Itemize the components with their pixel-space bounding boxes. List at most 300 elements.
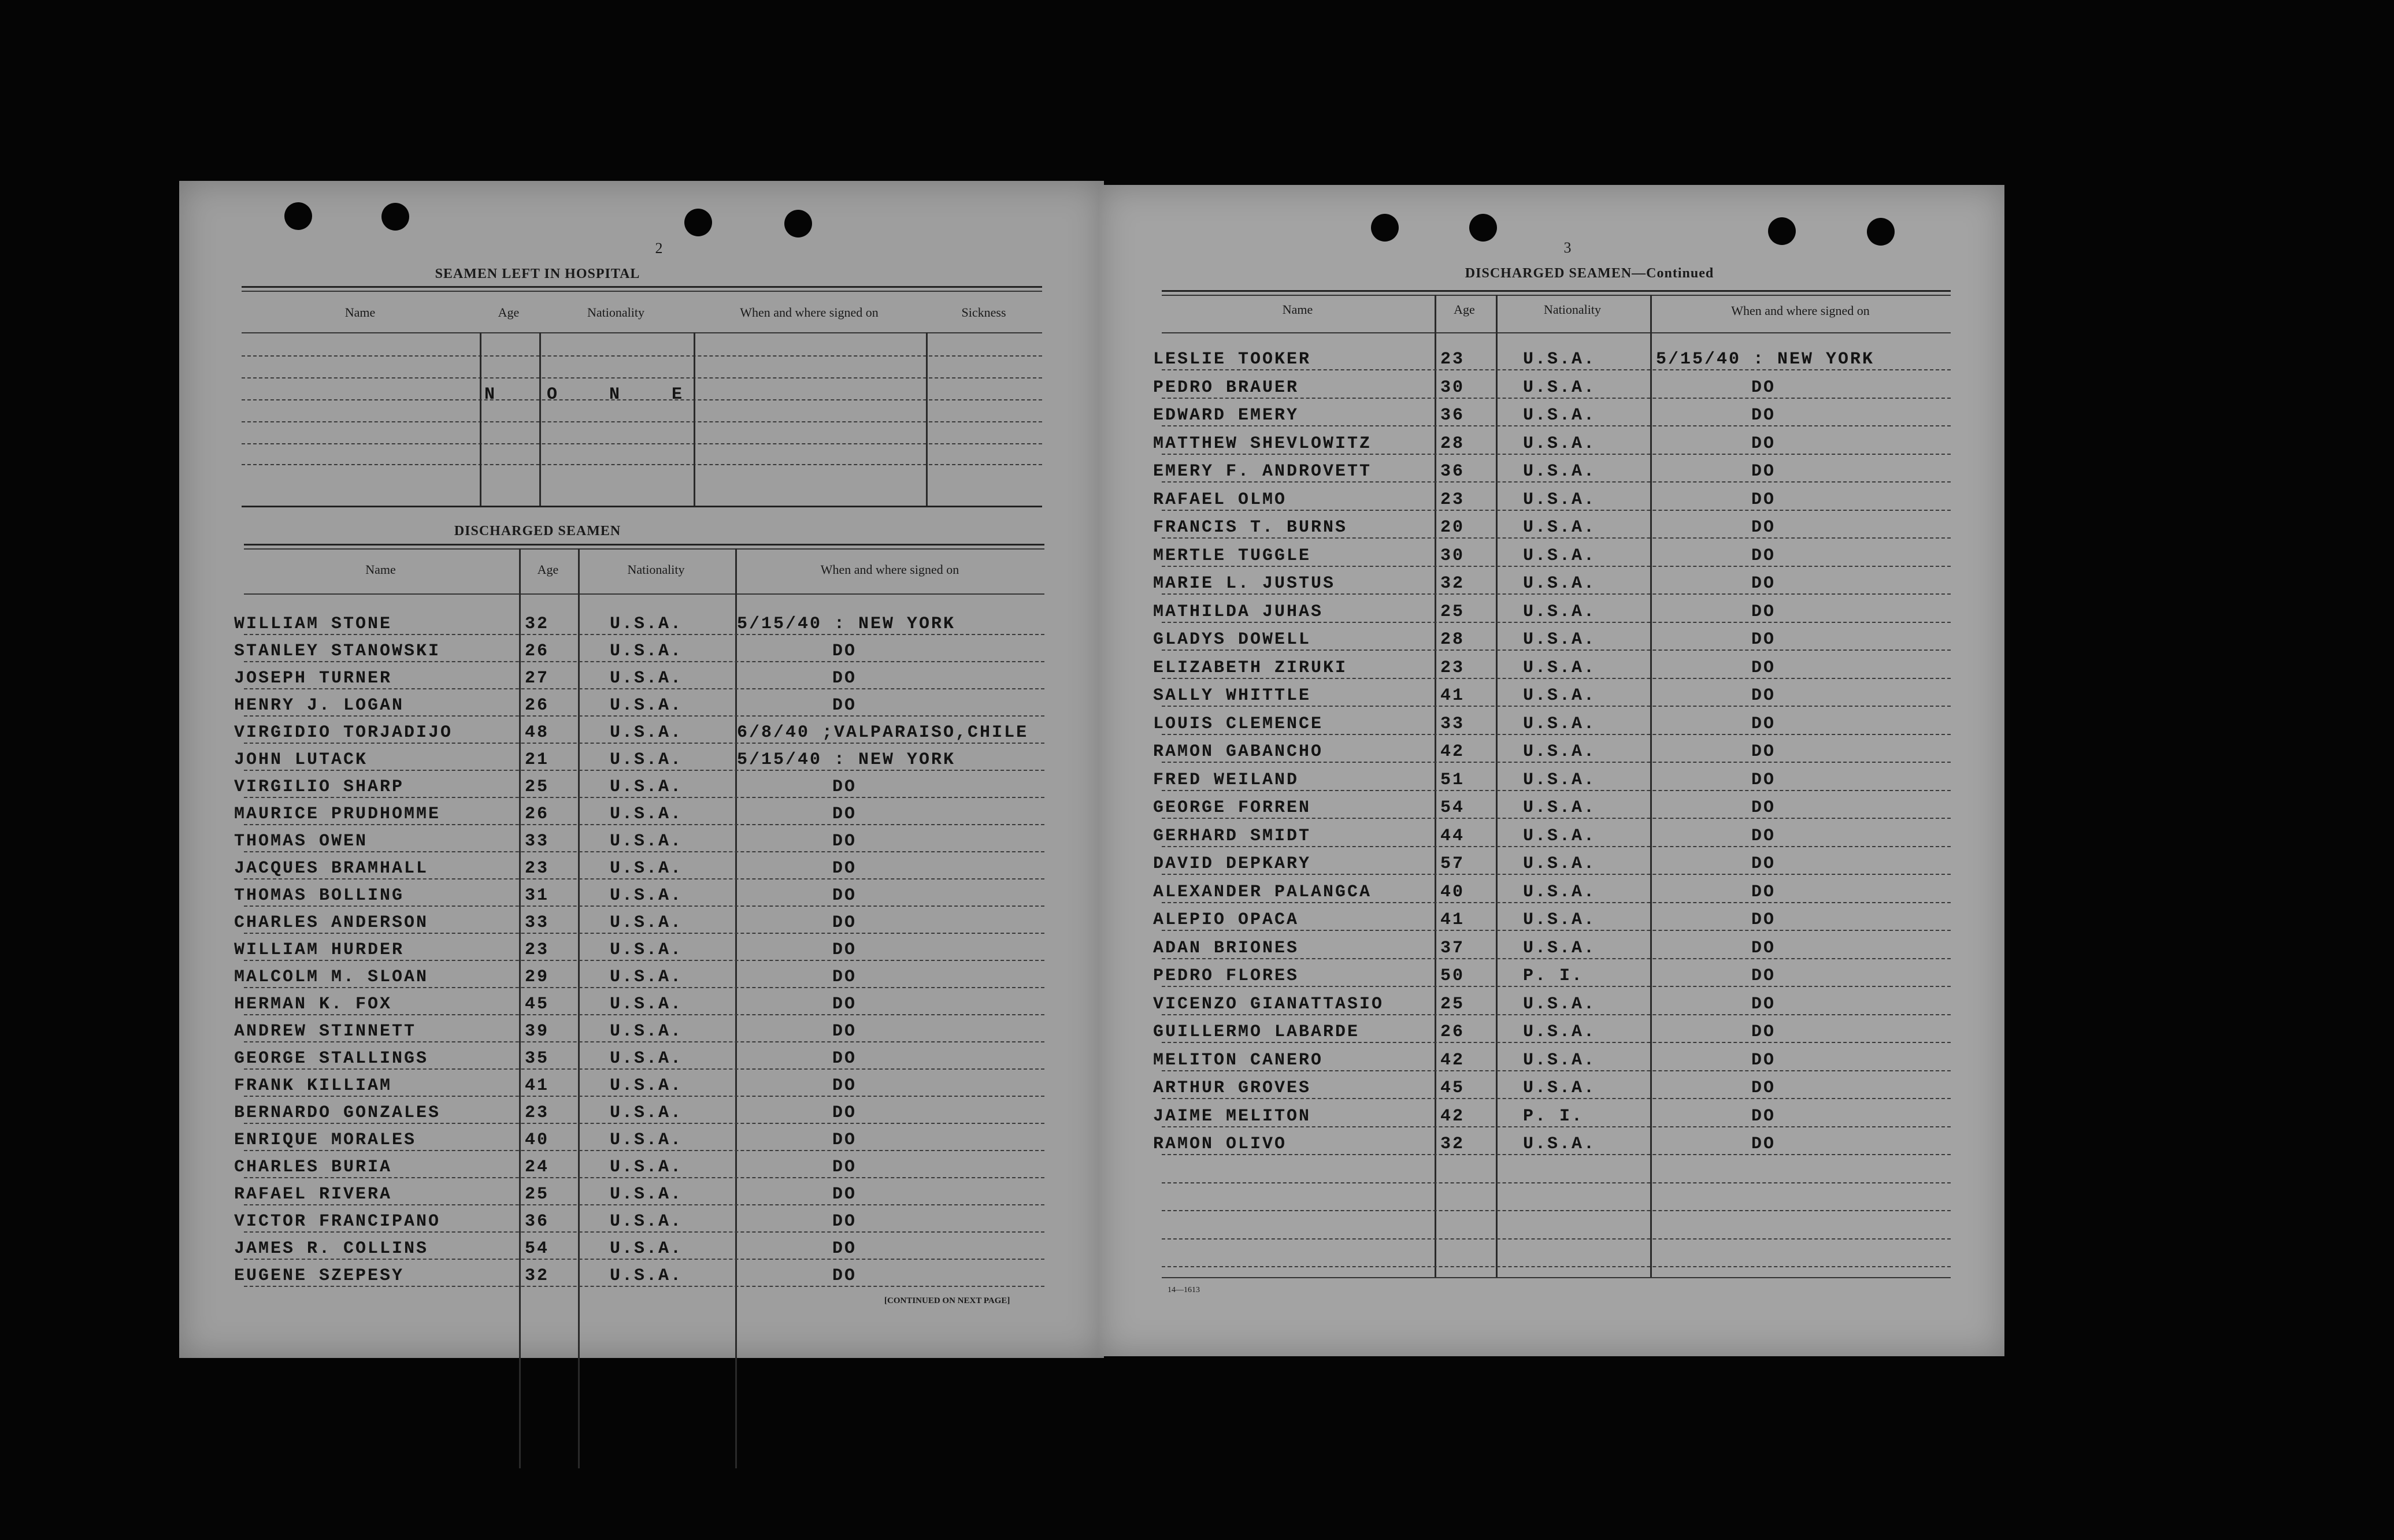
ruled-line [242, 355, 1042, 357]
rule [242, 291, 1042, 292]
seaman-age: 25 [1440, 994, 1465, 1014]
seaman-nationality: U.S.A. [1523, 546, 1596, 566]
ruled-line [1162, 846, 1951, 847]
ruled-line [1162, 762, 1951, 763]
ruled-line [244, 1177, 1044, 1178]
seaman-nationality: U.S.A. [610, 614, 683, 634]
seaman-age: 32 [1440, 574, 1465, 593]
seaman-age: 23 [1440, 350, 1465, 369]
signed-on: DO [832, 1157, 857, 1177]
seaman-nationality: U.S.A. [1523, 1134, 1596, 1154]
ruled-line [1162, 1238, 1951, 1240]
column-header-signed-on: When and where signed on [820, 562, 959, 577]
signed-on: DO [1751, 1106, 1776, 1126]
ruled-line [1162, 537, 1951, 539]
seaman-name: MALCOLM M. SLOAN [234, 967, 429, 987]
signed-on: DO [832, 1266, 857, 1286]
seaman-nationality: P. I. [1523, 1106, 1584, 1126]
seaman-name: GLADYS DOWELL [1153, 630, 1311, 650]
seaman-name: VIRGILIO SHARP [234, 777, 405, 797]
seaman-age: 32 [525, 1266, 550, 1286]
seaman-age: 39 [525, 1022, 550, 1041]
seaman-age: 29 [525, 967, 550, 987]
signed-on: DO [1751, 938, 1776, 958]
seaman-age: 45 [525, 994, 550, 1014]
signed-on: DO [1751, 602, 1776, 622]
seaman-nationality: U.S.A. [610, 967, 683, 987]
ruled-line [1162, 902, 1951, 903]
ruled-line [1162, 1126, 1951, 1127]
signed-on: DO [832, 1212, 857, 1231]
signed-on: DO [1751, 1050, 1776, 1070]
seaman-nationality: U.S.A. [1523, 406, 1596, 425]
signed-on: DO [1751, 630, 1776, 650]
seaman-name: THOMAS OWEN [234, 832, 368, 851]
seaman-nationality: U.S.A. [1523, 377, 1596, 398]
seaman-name: SALLY WHITTLE [1153, 686, 1311, 706]
signed-on: DO [1751, 742, 1776, 762]
seaman-nationality: U.S.A. [610, 1212, 683, 1231]
seaman-name: PEDRO FLORES [1153, 966, 1299, 986]
rule [244, 544, 1044, 546]
signed-on: DO [1751, 1022, 1776, 1042]
seaman-nationality: U.S.A. [610, 832, 683, 851]
seaman-age: 41 [1440, 910, 1465, 930]
seaman-age: 23 [525, 859, 550, 878]
seaman-nationality: U.S.A. [610, 1157, 683, 1177]
seaman-age: 32 [525, 614, 550, 634]
ruled-line [244, 1286, 1044, 1287]
signed-on: DO [832, 1185, 857, 1204]
seaman-age: 33 [1440, 714, 1465, 734]
seaman-nationality: U.S.A. [610, 1130, 683, 1150]
seaman-age: 42 [1440, 742, 1465, 762]
seaman-nationality: U.S.A. [1523, 489, 1596, 510]
rule [1162, 290, 1951, 292]
seaman-nationality: P. I. [1523, 966, 1584, 986]
seaman-name: GERHARD SMIDT [1153, 826, 1311, 846]
seaman-name: EDWARD EMERY [1153, 406, 1299, 425]
rule [1162, 332, 1951, 333]
seaman-age: 54 [525, 1239, 550, 1259]
signed-on: DO [832, 913, 857, 933]
ruled-line [1162, 622, 1951, 623]
signed-on: DO [1751, 854, 1776, 874]
seaman-nationality: U.S.A. [610, 750, 683, 770]
ruled-line [244, 715, 1044, 717]
signed-on: DO [1751, 686, 1776, 706]
seaman-age: 21 [525, 750, 550, 770]
seaman-nationality: U.S.A. [610, 1239, 683, 1259]
ruled-line [1162, 650, 1951, 651]
seaman-nationality: U.S.A. [610, 723, 683, 743]
signed-on: 5/15/40 : NEW YORK [1656, 350, 1875, 369]
ruled-line [244, 770, 1044, 771]
seaman-name: MERTLE TUGGLE [1153, 546, 1311, 566]
signed-on: 5/15/40 : NEW YORK [737, 750, 956, 770]
seaman-nationality: U.S.A. [610, 859, 683, 878]
seaman-age: 28 [1440, 433, 1465, 454]
ruled-line [242, 421, 1042, 422]
punch-hole [684, 209, 712, 236]
ruled-line [244, 1150, 1044, 1151]
seaman-age: 57 [1440, 854, 1465, 874]
seaman-age: 44 [1440, 826, 1465, 846]
seaman-age: 36 [525, 1212, 550, 1231]
seaman-nationality: U.S.A. [610, 777, 683, 797]
column-divider [1650, 295, 1652, 1277]
signed-on: DO [1751, 770, 1776, 790]
seaman-name: JAIME MELITON [1153, 1106, 1311, 1126]
seaman-name: FRANK KILLIAM [234, 1076, 392, 1096]
punch-hole [1469, 214, 1497, 242]
punch-hole [1371, 214, 1399, 242]
ruled-line [1162, 930, 1951, 931]
ruled-line [244, 1123, 1044, 1124]
signed-on: DO [832, 1076, 857, 1096]
signed-on: DO [1751, 882, 1776, 902]
ruled-line [244, 987, 1044, 988]
seaman-age: 23 [1440, 658, 1465, 678]
column-divider [578, 548, 580, 1468]
page-number: 2 [655, 240, 663, 257]
signed-on: DO [832, 804, 857, 824]
ruled-line [242, 464, 1042, 465]
seaman-name: RAMON GABANCHO [1153, 742, 1324, 762]
column-divider [1435, 295, 1436, 1277]
seaman-nationality: U.S.A. [1523, 742, 1596, 762]
signed-on: DO [832, 859, 857, 878]
ruled-line [1162, 1098, 1951, 1099]
seaman-name: CHARLES ANDERSON [234, 913, 429, 933]
seaman-nationality: U.S.A. [1523, 994, 1596, 1014]
seaman-age: 40 [525, 1130, 550, 1150]
ruled-line [244, 1096, 1044, 1097]
seaman-nationality: U.S.A. [610, 669, 683, 688]
seaman-nationality: U.S.A. [610, 1266, 683, 1286]
seaman-name: RAFAEL OLMO [1153, 489, 1287, 510]
none-entry: N O N E [484, 385, 703, 405]
signed-on: DO [1751, 546, 1776, 566]
seaman-age: 24 [525, 1157, 550, 1177]
column-divider [926, 332, 928, 506]
column-header-name: Name [344, 305, 376, 320]
seaman-nationality: U.S.A. [1523, 714, 1596, 734]
seaman-age: 20 [1440, 518, 1465, 537]
seaman-name: RAMON OLIVO [1153, 1134, 1287, 1154]
seaman-name: MAURICE PRUDHOMME [234, 804, 441, 824]
signed-on: DO [832, 1239, 857, 1259]
seaman-age: 36 [1440, 462, 1465, 481]
rule [244, 593, 1044, 595]
seaman-nationality: U.S.A. [610, 913, 683, 933]
signed-on: DO [1751, 1134, 1776, 1154]
seaman-age: 26 [525, 641, 550, 661]
ruled-line [1162, 1154, 1951, 1155]
seaman-age: 23 [525, 940, 550, 960]
seaman-nationality: U.S.A. [610, 886, 683, 906]
signed-on: DO [832, 1130, 857, 1150]
ruled-line [1162, 481, 1951, 483]
seaman-name: ANDREW STINNETT [234, 1022, 417, 1041]
ruled-line [244, 1204, 1044, 1205]
seaman-age: 26 [1440, 1022, 1465, 1042]
seaman-name: DAVID DEPKARY [1153, 854, 1311, 874]
ruled-line [244, 1041, 1044, 1042]
seaman-name: ENRIQUE MORALES [234, 1130, 417, 1150]
signed-on: DO [832, 641, 857, 661]
seaman-age: 30 [1440, 377, 1465, 398]
seaman-nationality: U.S.A. [1523, 798, 1596, 818]
signed-on: DO [1751, 462, 1776, 481]
right-page [1098, 185, 2004, 1356]
seaman-age: 23 [525, 1103, 550, 1123]
signed-on: DO [1751, 406, 1776, 425]
ruled-line [1162, 369, 1951, 370]
ruled-line [1162, 678, 1951, 679]
seaman-age: 33 [525, 913, 550, 933]
seaman-nationality: U.S.A. [1523, 1022, 1596, 1042]
rule [1162, 295, 1951, 296]
page-number: 3 [1563, 239, 1572, 256]
column-divider [694, 332, 695, 506]
seaman-age: 28 [1440, 630, 1465, 650]
seaman-name: ALEXANDER PALANGCA [1153, 882, 1372, 902]
seaman-nationality: U.S.A. [610, 1022, 683, 1041]
ruled-line [244, 1068, 1044, 1070]
seaman-name: JOHN LUTACK [234, 750, 368, 770]
seaman-nationality: U.S.A. [1523, 1078, 1596, 1098]
seaman-name: MARIE L. JUSTUS [1153, 574, 1336, 593]
punch-hole [1867, 218, 1895, 246]
seaman-name: ALEPIO OPACA [1153, 910, 1299, 930]
ruled-line [1162, 1014, 1951, 1015]
ruled-line [1162, 706, 1951, 707]
seaman-age: 25 [1440, 602, 1465, 622]
rule [1162, 1277, 1951, 1278]
rule [242, 332, 1042, 333]
signed-on: DO [1751, 798, 1776, 818]
signed-on: DO [1751, 966, 1776, 986]
punch-hole [381, 203, 409, 231]
seaman-nationality: U.S.A. [610, 1076, 683, 1096]
ruled-line [244, 824, 1044, 825]
signed-on: DO [832, 967, 857, 987]
seaman-age: 33 [525, 832, 550, 851]
seaman-name: GEORGE STALLINGS [234, 1049, 429, 1068]
column-divider [539, 332, 541, 506]
ruled-line [1162, 958, 1951, 959]
punch-hole [284, 202, 312, 230]
seaman-age: 27 [525, 669, 550, 688]
discharged-continued-title: DISCHARGED SEAMEN—Continued [1465, 266, 1714, 281]
seaman-nationality: U.S.A. [610, 696, 683, 715]
column-header-name: Name [365, 562, 396, 577]
column-header-age: Age [537, 562, 559, 577]
seaman-age: 36 [1440, 406, 1465, 425]
seaman-age: 25 [525, 777, 550, 797]
signed-on: DO [832, 696, 857, 715]
seaman-nationality: U.S.A. [610, 1103, 683, 1123]
seaman-age: 23 [1440, 489, 1465, 510]
seaman-name: FRANCIS T. BURNS [1153, 518, 1348, 537]
ruled-line [244, 851, 1044, 852]
seaman-age: 54 [1440, 798, 1465, 818]
seaman-name: HERMAN K. FOX [234, 994, 392, 1014]
column-header-signed-on: When and where signed on [1731, 303, 1870, 318]
seaman-name: LESLIE TOOKER [1153, 350, 1311, 369]
signed-on: DO [1751, 1078, 1776, 1098]
ruled-line [244, 878, 1044, 880]
seaman-nationality: U.S.A. [1523, 938, 1596, 958]
seaman-name: ARTHUR GROVES [1153, 1078, 1311, 1098]
signed-on: DO [832, 1022, 857, 1041]
ruled-line [244, 960, 1044, 961]
column-divider [735, 548, 737, 1468]
column-header-nationality: Nationality [587, 305, 644, 320]
ruled-line [1162, 790, 1951, 791]
signed-on: DO [832, 1049, 857, 1068]
seaman-nationality: U.S.A. [1523, 910, 1596, 930]
signed-on: DO [1751, 433, 1776, 454]
ruled-line [244, 906, 1044, 907]
column-header-nationality: Nationality [1544, 302, 1601, 317]
ruled-line [244, 634, 1044, 635]
ruled-line [244, 1014, 1044, 1015]
seaman-name: BERNARDO GONZALES [234, 1103, 441, 1123]
seaman-name: JOSEPH TURNER [234, 669, 392, 688]
column-header-signed-on: When and where signed on [740, 305, 879, 320]
seaman-age: 45 [1440, 1078, 1465, 1098]
seaman-age: 42 [1440, 1050, 1465, 1070]
column-header-name: Name [1282, 302, 1313, 317]
ruled-line [1162, 734, 1951, 735]
seaman-name: PEDRO BRAUER [1153, 377, 1299, 398]
seaman-nationality: U.S.A. [1523, 630, 1596, 650]
signed-on: 5/15/40 : NEW YORK [737, 614, 956, 634]
seaman-name: EUGENE SZEPESY [234, 1266, 405, 1286]
seaman-nationality: U.S.A. [610, 641, 683, 661]
seaman-age: 48 [525, 723, 550, 743]
seaman-nationality: U.S.A. [610, 804, 683, 824]
seaman-name: MELITON CANERO [1153, 1050, 1324, 1070]
ruled-line [244, 688, 1044, 689]
seaman-nationality: U.S.A. [1523, 574, 1596, 593]
seaman-age: 30 [1440, 546, 1465, 566]
seaman-name: RAFAEL RIVERA [234, 1185, 392, 1204]
seaman-age: 32 [1440, 1134, 1465, 1154]
column-divider [480, 332, 481, 506]
seaman-nationality: U.S.A. [610, 1185, 683, 1204]
continued-note: [CONTINUED ON NEXT PAGE] [884, 1296, 1010, 1305]
seaman-name: JACQUES BRAMHALL [234, 859, 429, 878]
signed-on: DO [832, 777, 857, 797]
ruled-line [1162, 398, 1951, 399]
seaman-name: VICENZO GIANATTASIO [1153, 994, 1384, 1014]
seaman-name: GUILLERMO LABARDE [1153, 1022, 1360, 1042]
column-header-age: Age [498, 305, 520, 320]
seaman-name: GEORGE FORREN [1153, 798, 1311, 818]
seaman-age: 41 [525, 1076, 550, 1096]
signed-on: DO [1751, 826, 1776, 846]
seaman-name: VICTOR FRANCIPANO [234, 1212, 441, 1231]
seaman-age: 50 [1440, 966, 1465, 986]
seaman-name: ELIZABETH ZIRUKI [1153, 658, 1348, 678]
seaman-name: EMERY F. ANDROVETT [1153, 462, 1372, 481]
seaman-name: JAMES R. COLLINS [234, 1239, 429, 1259]
seaman-name: MATHILDA JUHAS [1153, 602, 1324, 622]
seaman-age: 37 [1440, 938, 1465, 958]
punch-hole [1768, 217, 1796, 245]
seaman-name: WILLIAM STONE [234, 614, 392, 634]
ruled-line [1162, 510, 1951, 511]
ruled-line [1162, 1210, 1951, 1211]
seaman-nationality: U.S.A. [1523, 658, 1596, 678]
seaman-name: ADAN BRIONES [1153, 938, 1299, 958]
ruled-line [1162, 425, 1951, 426]
column-divider [519, 548, 521, 1468]
seaman-name: CHARLES BURIA [234, 1157, 392, 1177]
left-page [179, 181, 1104, 1358]
signed-on: DO [832, 669, 857, 688]
signed-on: DO [1751, 910, 1776, 930]
seaman-name: STANLEY STANOWSKI [234, 641, 441, 661]
seaman-nationality: U.S.A. [1523, 826, 1596, 846]
seaman-nationality: U.S.A. [1523, 350, 1596, 369]
punch-hole [784, 210, 812, 238]
ruled-line [244, 1259, 1044, 1260]
signed-on: DO [832, 1103, 857, 1123]
seaman-name: LOUIS CLEMENCE [1153, 714, 1324, 734]
ruled-line [244, 1231, 1044, 1233]
signed-on: DO [832, 832, 857, 851]
seaman-age: 41 [1440, 686, 1465, 706]
signed-on: DO [832, 940, 857, 960]
seaman-age: 42 [1440, 1106, 1465, 1126]
seaman-nationality: U.S.A. [1523, 602, 1596, 622]
ruled-line [244, 797, 1044, 798]
column-header-nationality: Nationality [627, 562, 685, 577]
signed-on: DO [1751, 518, 1776, 537]
seaman-name: WILLIAM HURDER [234, 940, 405, 960]
ruled-line [1162, 818, 1951, 819]
ruled-line [1162, 593, 1951, 595]
rule [244, 548, 1044, 550]
ruled-line [244, 933, 1044, 934]
seaman-age: 26 [525, 696, 550, 715]
seaman-name: HENRY J. LOGAN [234, 696, 405, 715]
signed-on: DO [832, 886, 857, 906]
seaman-age: 25 [525, 1185, 550, 1204]
seaman-age: 31 [525, 886, 550, 906]
seaman-age: 26 [525, 804, 550, 824]
seaman-nationality: U.S.A. [1523, 433, 1596, 454]
rule [242, 506, 1042, 507]
seaman-nationality: U.S.A. [610, 1049, 683, 1068]
form-number: 14—1613 [1168, 1286, 1200, 1294]
seaman-nationality: U.S.A. [610, 994, 683, 1014]
ruled-line [244, 743, 1044, 744]
rule [242, 286, 1042, 288]
discharged-section-title: DISCHARGED SEAMEN [454, 524, 621, 539]
seaman-nationality: U.S.A. [1523, 518, 1596, 537]
hospital-section-title: SEAMEN LEFT IN HOSPITAL [435, 266, 640, 281]
ruled-line [1162, 1182, 1951, 1183]
signed-on: DO [1751, 377, 1776, 398]
ruled-line [1162, 566, 1951, 567]
seaman-name: THOMAS BOLLING [234, 886, 405, 906]
ruled-line [1162, 986, 1951, 987]
